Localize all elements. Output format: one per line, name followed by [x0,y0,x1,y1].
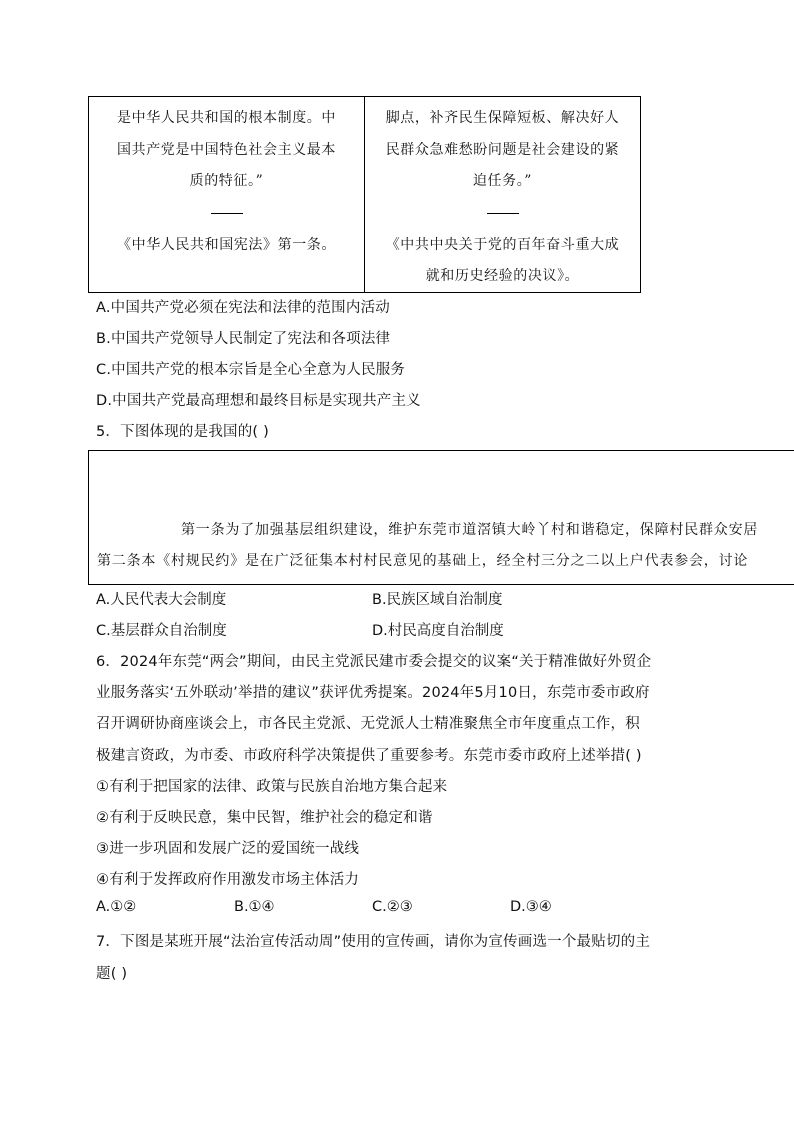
quote-source: 《中华人民共和国宪法》第一条。 [117,236,336,253]
quote-cell-constitution [89,97,365,292]
q4-option-d: D.中国共产党最高理想和最终目标是实现共产主义 [96,393,421,409]
quote-line: 脚点，补齐民生保障短板、解决好人 [385,110,620,126]
village-rule-line: 第二条本《村规民约》是在广泛征集本村村民意见的基础上，经全村三分之二以上户代表参会，讨论 [97,553,749,569]
quote-cell-resolution [365,97,640,292]
quote-table [88,96,641,293]
quote-line: 质的特征。” [189,173,264,189]
attribution-dash [211,213,243,214]
q4-option-a: A.中国共产党必须在宪法和法律的范围内活动 [96,300,390,316]
quote-source: 《中共中央关于党的百年奋斗重大成 [385,236,620,253]
quote-line: 是中华人民共和国的根本制度。中 [117,110,336,126]
attribution-dash [487,213,519,214]
q4-option-c: C.中国共产党的根本宗旨是全心全意为人民服务 [96,362,406,378]
quote-line: 国共产党是中国特色社会主义最本 [117,141,336,158]
q6-option-a: A.①② [96,899,137,915]
village-rules-box [88,450,794,585]
q5-option-b: B.民族区域自治制度 [372,592,503,608]
quote-line: 迫任务。” [472,173,533,189]
q5-option-c: C.基层群众自治制度 [96,623,227,639]
quote-source: 就和历史经验的决议》。 [425,268,580,284]
quote-line: 民群众急难愁盼问题是社会建设的紧 [385,141,620,158]
village-rule-line: 第一条为了加强基层组织建设，维护东莞市道滘镇大岭丫村和谐稳定，保障村民群众安居 [181,522,759,538]
q4-option-b: B.中国共产党领导人民制定了宪法和各项法律 [96,331,391,347]
q7-stem-line: 题( ) [96,966,128,982]
q7-stem-line: 7．下图是某班开展“法治宣传活动周”使用的宣传画，请你为宣传画选一个最贴切的主 [96,934,651,950]
q6-statement-3: ③进一步巩固和发展广泛的爱国统一战线 [96,841,360,857]
q6-stem-line: 业服务落实‘五外联动’举措的建议”获评优秀提案。2024年5月10日，东莞市委市政府 [96,685,650,701]
q6-statement-4: ④有利于发挥政府作用激发市场主体活力 [96,872,360,888]
q6-option-d: D.③④ [510,899,552,915]
q6-option-c: C.②③ [372,899,413,915]
q6-option-b: B.①④ [234,899,275,915]
q6-statement-2: ②有利于反映民意，集中民智，维护社会的稳定和谐 [96,810,433,826]
q5-option-a: A.人民代表大会制度 [96,592,227,608]
q6-stem-line: 6．2024年东莞“两会”期间，由民主党派民建市委会提交的议案“关于精准做好外贸企 [96,654,652,670]
q6-stem-line: 召开调研协商座谈会上，市各民主党派、无党派人士精准聚焦全市年度重点工作，积 [96,716,640,732]
q6-stem-line: 极建言资政，为市委、市政府科学决策提供了重要参考。东莞市委市政府上述举措( ) [96,748,642,764]
q5-stem: 5．下图体现的是我国的( ) [96,424,269,440]
q6-statement-1: ①有利于把国家的法律、政策与民族自治地方集合起来 [96,779,448,795]
q5-option-d: D.村民高度自治制度 [372,623,504,639]
